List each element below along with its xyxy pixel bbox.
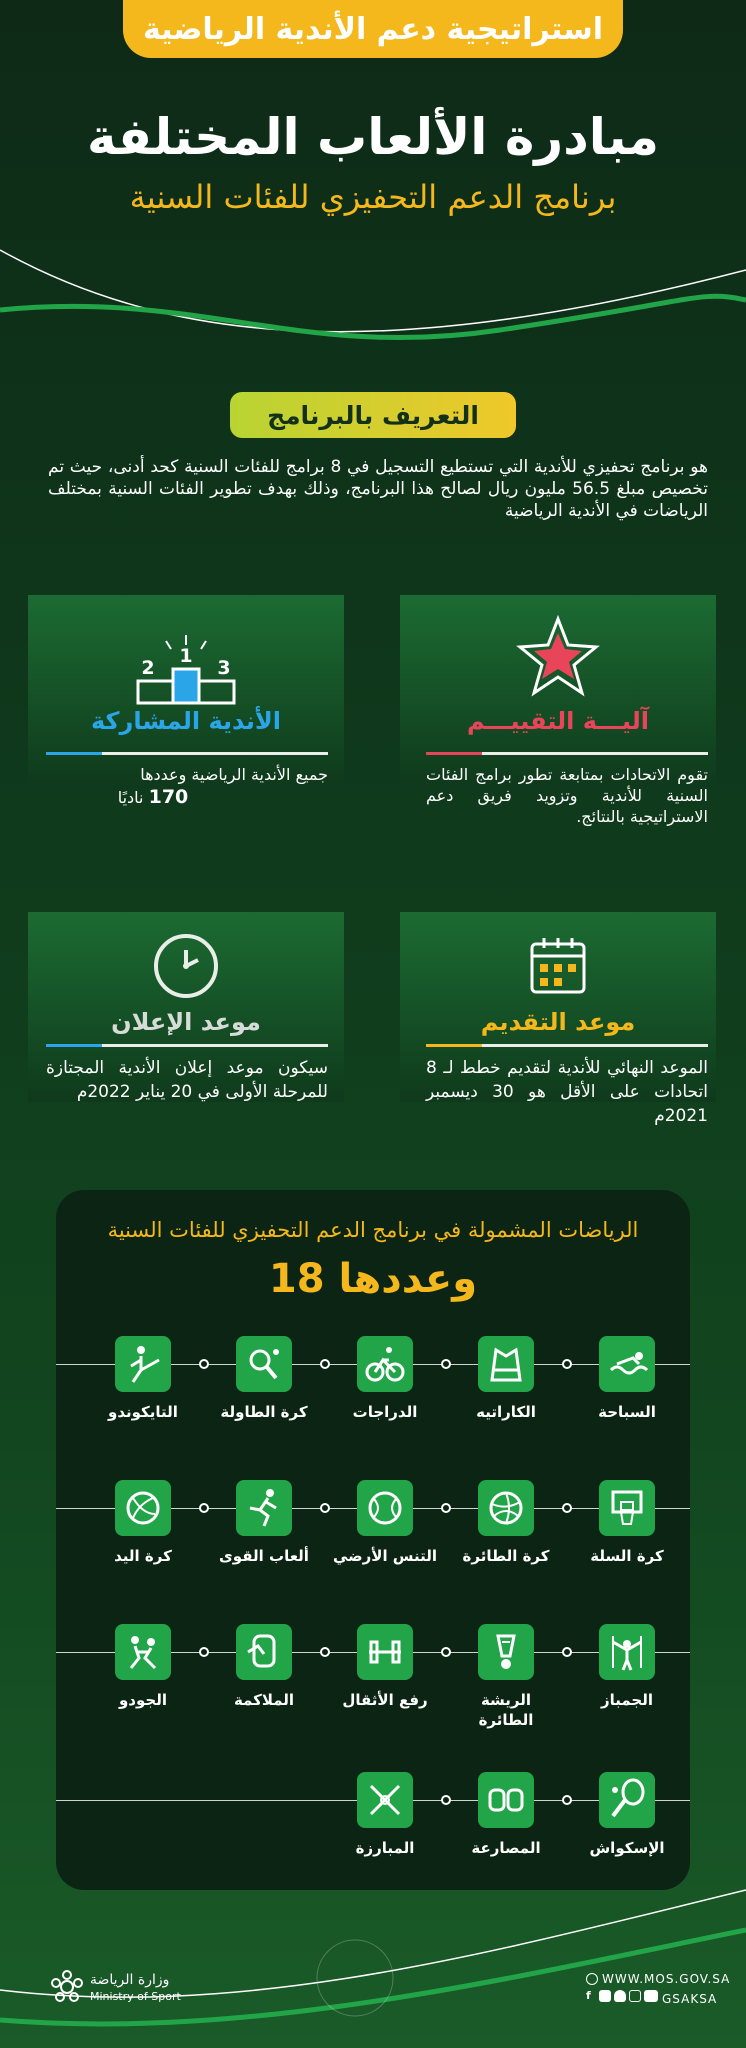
badminton-icon bbox=[478, 1624, 534, 1680]
clubs-text: جميع الأندية الرياضية وعددها bbox=[140, 765, 328, 784]
row-connector-dot bbox=[441, 1795, 451, 1805]
sport-label: المبارزة bbox=[355, 1839, 415, 1857]
application-text: الموعد النهائي للأندية لتقديم خطط لـ 8 اتحادات على الأقل هو 30 ديسمبر 2021م bbox=[426, 1058, 708, 1126]
squash-icon bbox=[599, 1772, 655, 1828]
sport-label: ألعاب القوى bbox=[219, 1547, 309, 1565]
announcement-divider-accent bbox=[46, 1044, 102, 1047]
sport-label: المصارعة bbox=[471, 1839, 541, 1857]
podium-icon bbox=[126, 627, 246, 707]
sport-label: الكاراتيه bbox=[476, 1403, 536, 1421]
sport-label: الجودو bbox=[118, 1691, 167, 1709]
sport-label: الدراجات bbox=[352, 1403, 418, 1421]
social-icons bbox=[586, 1990, 658, 2002]
row-connector-dot bbox=[199, 1503, 209, 1513]
taekwondo-icon bbox=[115, 1336, 171, 1392]
fencing-icon bbox=[357, 1772, 413, 1828]
page-title: مبادرة الألعاب المختلفة bbox=[87, 108, 659, 166]
ministry-name-ar: وزارة الرياضة bbox=[90, 1972, 170, 1988]
sport-label: الريشة الطائرة bbox=[478, 1691, 534, 1729]
row-connector-dot bbox=[441, 1647, 451, 1657]
row-connector-dot bbox=[199, 1359, 209, 1369]
evaluation-card bbox=[400, 595, 716, 785]
clubs-count-unit: ناديًا bbox=[117, 788, 144, 807]
sports-count: وعددها 18 bbox=[268, 1256, 478, 1302]
sport-label: التايكوندو bbox=[108, 1403, 178, 1421]
sport-label: الجمباز bbox=[600, 1691, 654, 1709]
sport-label: كرة الطاولة bbox=[220, 1403, 308, 1421]
row-connector-dot bbox=[199, 1647, 209, 1657]
intro-heading: التعريف بالبرنامج bbox=[267, 400, 479, 430]
wrestling-icon bbox=[478, 1772, 534, 1828]
ministry-logo bbox=[50, 1970, 84, 2004]
sport-label: كرة الطائرة bbox=[462, 1547, 550, 1565]
boxing-icon bbox=[236, 1624, 292, 1680]
evaluation-divider-accent bbox=[426, 752, 482, 755]
podium-place-2: 2 bbox=[141, 657, 155, 679]
sport-label: الإسكواش bbox=[589, 1839, 665, 1857]
strategy-banner bbox=[123, 0, 623, 58]
clubs-count-value: 170 bbox=[148, 786, 189, 808]
star-icon bbox=[516, 615, 600, 699]
clock-icon bbox=[150, 930, 222, 1002]
sport-label: كرة السلة bbox=[590, 1547, 664, 1565]
row-connector-dot bbox=[320, 1359, 330, 1369]
podium-place-3: 3 bbox=[217, 657, 231, 679]
podium-place-1: 1 bbox=[179, 645, 193, 667]
row-connector-dot bbox=[562, 1795, 572, 1805]
sport-label: رفع الأثقال bbox=[342, 1691, 428, 1709]
volleyball-icon bbox=[478, 1480, 534, 1536]
weightlifting-icon bbox=[357, 1624, 413, 1680]
row-connector-dot bbox=[320, 1503, 330, 1513]
website-link[interactable]: WWW.MOS.GOV.SA bbox=[602, 1972, 731, 1986]
application-divider-accent bbox=[426, 1044, 482, 1047]
gymnastics-icon bbox=[599, 1624, 655, 1680]
handball-icon bbox=[115, 1480, 171, 1536]
page-subtitle: برنامج الدعم التحفيزي للفئات السنية bbox=[129, 178, 617, 216]
youtube-icon[interactable] bbox=[644, 1990, 658, 2002]
clubs-title: الأندية المشاركة bbox=[91, 707, 281, 735]
row-connector-dot bbox=[562, 1647, 572, 1657]
tennis-icon bbox=[357, 1480, 413, 1536]
sport-label: الملاكمة bbox=[233, 1691, 295, 1709]
snapchat-icon[interactable] bbox=[614, 1990, 626, 2002]
swimming-icon bbox=[599, 1336, 655, 1392]
ministry-name-en: Ministry of Sport bbox=[90, 1990, 181, 2003]
evaluation-title: آليـــة التقييـــم bbox=[467, 707, 649, 735]
cycling-icon bbox=[357, 1336, 413, 1392]
sport-label: التنس الأرضي bbox=[332, 1547, 438, 1565]
intro-text: هو برنامج تحفيزي للأندية التي تستطيع التسجيل في 8 برامج للفئات السنية كحد أدنى، حيث تم تخصيص مبلغ 56.5 مليون ريال لصالح هذا البرنامج، وذلك بهدف تطوير الفئات السنية بمختلف الرياضات في الأندية الرياضية bbox=[48, 457, 709, 521]
clubs-count bbox=[46, 786, 260, 808]
evaluation-text: تقوم الاتحادات بمتابعة تطور برامج الفئات السنية للأندية وتزويد فريق دعم الاستراتيجية بالنتائج. bbox=[426, 765, 708, 826]
row-connector-dot bbox=[562, 1503, 572, 1513]
sports-heading: الرياضات المشمولة في برنامج الدعم التحفيزي للفئات السنية bbox=[107, 1218, 639, 1242]
calendar-icon bbox=[526, 934, 590, 998]
row-connector-dot bbox=[441, 1359, 451, 1369]
table-tennis-icon bbox=[236, 1336, 292, 1392]
row-connector-dot bbox=[320, 1647, 330, 1657]
application-title: موعد التقديم bbox=[480, 1008, 636, 1036]
globe-icon[interactable] bbox=[586, 1973, 598, 1985]
intro-heading-badge bbox=[230, 392, 516, 438]
athletics-icon bbox=[236, 1480, 292, 1536]
instagram-icon[interactable] bbox=[629, 1990, 641, 2002]
clubs-divider-accent bbox=[46, 752, 102, 755]
facebook-icon[interactable]: f bbox=[586, 1989, 591, 2002]
karate-icon bbox=[478, 1336, 534, 1392]
announcement-title: موعد الإعلان bbox=[111, 1008, 261, 1036]
strategy-label: استراتيجية دعم الأندية الرياضية bbox=[142, 11, 604, 47]
sport-label: كرة اليد bbox=[114, 1547, 172, 1565]
row-connector-dot bbox=[562, 1359, 572, 1369]
social-handle: GSAKSA bbox=[662, 1992, 718, 2006]
announcement-text: سيكون موعد إعلان الأندية المجتازة للمرحلة الأولى في 20 يناير 2022م bbox=[46, 1058, 328, 1102]
twitter-icon[interactable] bbox=[599, 1990, 611, 2002]
basketball-icon bbox=[599, 1480, 655, 1536]
clubs-card bbox=[28, 595, 344, 785]
judo-icon bbox=[115, 1624, 171, 1680]
footer-waves bbox=[0, 1870, 746, 2048]
row-connector-dot bbox=[441, 1503, 451, 1513]
sport-label: السباحة bbox=[598, 1403, 656, 1421]
decorative-waves bbox=[0, 230, 746, 370]
